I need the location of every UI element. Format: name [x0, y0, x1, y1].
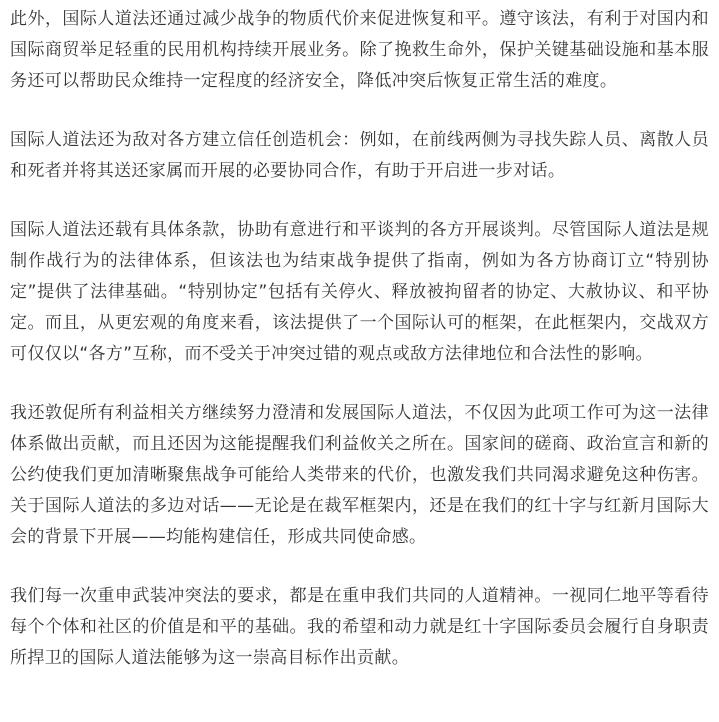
paragraph-peace-recovery: 此外，国际人道法还通过减少战争的物质代价来促进恢复和平。遵守该法，有利于对国内和国际商贸举足轻重的民用机构持续开展业务。除了挽救生命外，保护关键基础设施和基本服务还可以帮助民众维持一定程度的经济安全，降低冲突后恢复正常生活的难度。 [10, 9, 709, 91]
paragraph-peace-negotiations: 国际人道法还载有具体条款，协助有意进行和平谈判的各方开展谈判。尽管国际人道法是规制作战行为的法律体系，但该法也为结束战争提供了指南，例如为各方协商订立“特别协定”提供了法律基础。“特别协定”包括有关停火、释放被拘留者的协定、大赦协议、和平协定。而且，从更宏观的角度来看，该法提供了一个国际认可的框架，在此框架内，交战双方可仅仅以“各方”互称，而不受关于冲突过错的观点或敌方法律地位和合法性的影响。 [10, 220, 709, 364]
paragraph-shared-humanity: 我们每一次重申武装冲突法的要求，都是在重申我们共同的人道精神。一视同仁地平等看待每个个体和社区的价值是和平的基础。我的希望和动力就是红十字国际委员会履行自身职责所捍卫的国际人道法能够为这一崇高目标作出贡献。 [10, 586, 709, 668]
paragraph-trust-building: 国际人道法还为敌对各方建立信任创造机会：例如，在前线两侧为寻找失踪人员、离散人员和死者并将其送还家属而开展的必要协同合作，有助于开启进一步对话。 [10, 130, 709, 181]
paragraph-develop-ihl: 我还敦促所有利益相关方继续努力澄清和发展国际人道法，不仅因为此项工作可为这一法律体系做出贡献，而且还因为这能提醒我们利益攸关之所在。国家间的磋商、政治宣言和新的公约使我们更加清晰聚焦战争可能给人类带来的代价，也激发我们共同渴求避免这种伤害。关于国际人道法的多边对话——无论是在裁军框架内，还是在我们的红十字与红新月国际大会的背景下开展——均能构建信任，形成共同使命感。 [10, 403, 709, 547]
